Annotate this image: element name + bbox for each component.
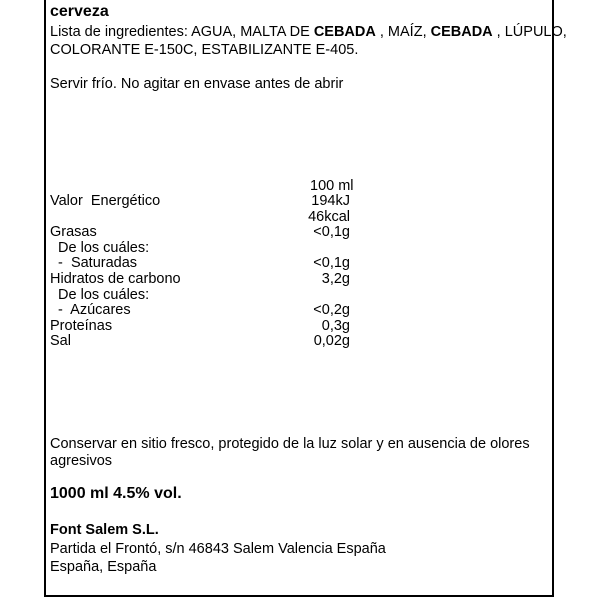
nutrition-value: <0,1g (313, 255, 350, 271)
storage-line-1: Conservar en sitio fresco, protegido de la luz solar y en ausencia de olores (50, 436, 530, 452)
nutrition-value: 194kJ (311, 193, 350, 209)
storage-line-2: agresivos (50, 453, 113, 469)
manufacturer-country: España, España (50, 559, 157, 575)
ingredient-allergen-1: CEBADA (313, 24, 376, 40)
ingredient-allergen-2: CEBADA (430, 24, 493, 40)
nutrition-label: - Azúcares (50, 302, 131, 318)
nutrition-label: De los cuáles: (50, 287, 150, 303)
nutrition-value: 0,3g (321, 318, 350, 334)
nutrition-label: Valor Energético (50, 193, 161, 209)
nutrition-value: 46kcal (308, 209, 350, 225)
volume-alcohol: 1000 ml 4.5% vol. (50, 485, 182, 502)
nutrition-value: <0,1g (313, 224, 350, 240)
product-name: cerveza (50, 3, 109, 20)
ingredients-line-2: COLORANTE E-150C, ESTABILIZANTE E-405. (50, 42, 359, 58)
nutrition-label: Sal (50, 333, 71, 349)
nutrition-label: - Saturadas (50, 255, 138, 271)
nutrition-label: De los cuáles: (50, 240, 150, 256)
nutrition-value: 3,2g (321, 271, 350, 287)
ingredients-line-1 (50, 24, 567, 40)
manufacturer-name: Font Salem S.L. (50, 522, 159, 538)
nutrition-value: <0,2g (313, 302, 350, 318)
nutrition-header: 100 ml (310, 178, 354, 194)
serving-instructions: Servir frío. No agitar en envase antes de abrir (50, 76, 344, 92)
nutrition-label: Proteínas (50, 318, 113, 334)
nutrition-label: Hidratos de carbono (50, 271, 181, 287)
nutrition-label: Grasas (50, 224, 97, 240)
ingredients-mid-1: , MAÍZ, (375, 24, 431, 40)
nutrition-value: 0,02g (313, 333, 350, 349)
manufacturer-address: Partida el Frontó, s/n 46843 Salem Valencia España (50, 541, 386, 557)
ingredients-prefix: Lista de ingredientes: AGUA, MALTA DE (50, 24, 314, 40)
ingredients-mid-2: , LÚPULO, (492, 24, 567, 40)
